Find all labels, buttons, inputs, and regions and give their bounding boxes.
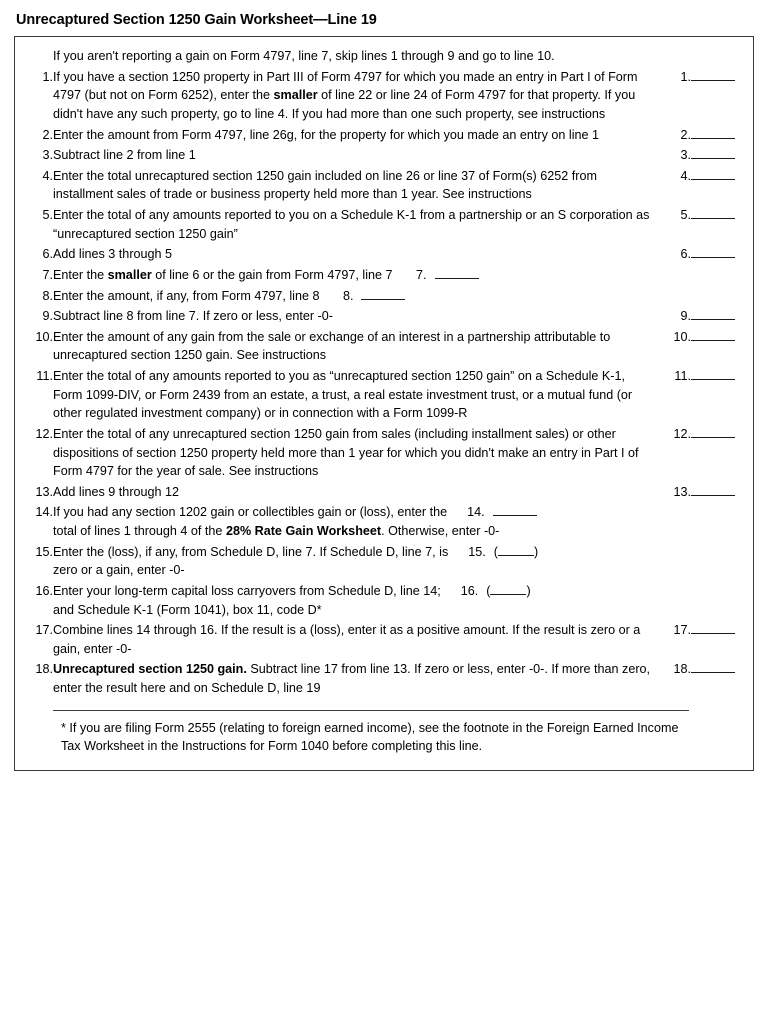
inline-entry-blank-parenthesized[interactable]: ( ) bbox=[493, 544, 539, 559]
page-title: Unrecaptured Section 1250 Gain Worksheet—Line 19 bbox=[16, 12, 377, 28]
body-text: Subtract line 8 from line 7. If zero or less, enter -0- bbox=[53, 309, 333, 324]
worksheet-lines-body bbox=[23, 47, 745, 700]
worksheet-line-row bbox=[23, 425, 745, 483]
line-text bbox=[53, 582, 655, 621]
line-number: 8. bbox=[42, 288, 53, 303]
entry-blank[interactable] bbox=[691, 246, 735, 259]
line-number-right: 2. bbox=[680, 127, 691, 142]
line-entry-cell bbox=[691, 621, 745, 660]
line-text bbox=[53, 167, 655, 206]
worksheet-line-row bbox=[23, 582, 745, 621]
emphasis-text: smaller bbox=[107, 267, 152, 282]
line-entry-cell bbox=[691, 126, 745, 147]
line-number-right: 9. bbox=[680, 309, 691, 324]
worksheet-line-row bbox=[23, 206, 745, 245]
line-number-right bbox=[655, 287, 691, 308]
worksheet-line-row bbox=[23, 146, 745, 167]
body-text: zero or a gain, enter -0- bbox=[53, 563, 185, 578]
line-number-right: 5. bbox=[680, 208, 691, 222]
line-number: 12. bbox=[35, 426, 53, 441]
entry-blank[interactable] bbox=[691, 328, 735, 341]
line-number-right: 13. bbox=[673, 484, 691, 499]
line-text bbox=[53, 266, 655, 287]
line-entry-cell bbox=[691, 245, 745, 266]
line-entry-cell bbox=[691, 328, 745, 367]
worksheet-line-row bbox=[23, 266, 745, 287]
body-text: Enter the amount, if any, from Form 4797, line 8 bbox=[53, 288, 320, 303]
entry-blank[interactable] bbox=[691, 68, 735, 81]
line-entry-cell bbox=[691, 543, 745, 582]
body-text: of line 6 or the gain from Form 4797, line 7 bbox=[151, 267, 393, 282]
worksheet-line-row bbox=[23, 167, 745, 206]
body-text: Subtract line 2 from line 1 bbox=[53, 148, 196, 163]
body-text: Enter the total of any amounts reported to you as “unrecaptured section 1250 gain” on a Schedule K-1, Form 1099-DIV, or Form 2439 from an estate, a trust, a real estate investment trust, or a mutual fund (or other regulated investment company) or in connection with a Form 1099-R bbox=[53, 369, 633, 421]
line-number: 11. bbox=[36, 369, 53, 383]
line-entry-cell bbox=[691, 582, 745, 621]
body-text: If you have a section 1250 property in Part III of Form 4797 for which you made an entry in Part I of Form 4797 (but not on Form 6252), enter the bbox=[53, 69, 638, 103]
line-text bbox=[53, 126, 655, 147]
line-number: 4. bbox=[42, 168, 53, 183]
line-entry-cell bbox=[691, 146, 745, 167]
body-text: Add lines 9 through 12 bbox=[53, 484, 180, 499]
body-text: Enter the total of any unrecaptured section 1250 gain from sales (including installment sales) or other dispositions of section 1250 property held more than 1 year for which you didn't make an entry in Part I of Form 4797 for the year of sale. See instructions bbox=[53, 426, 639, 479]
worksheet-line-row bbox=[23, 503, 745, 542]
line-text bbox=[53, 245, 655, 266]
line-number-right: 17. bbox=[673, 623, 691, 638]
intro-num bbox=[23, 47, 53, 68]
line-number-right: 12. bbox=[673, 426, 691, 441]
line-number: 10. bbox=[35, 329, 53, 344]
line-number: 3. bbox=[42, 148, 53, 163]
inline-entry-15 bbox=[460, 543, 538, 562]
inline-entry-label: 7. bbox=[416, 267, 427, 282]
entry-blank[interactable] bbox=[435, 266, 479, 279]
line-entry-cell bbox=[691, 503, 745, 542]
line-entry-cell bbox=[691, 167, 745, 206]
line-entry-cell bbox=[691, 483, 745, 504]
inline-entry-8 bbox=[327, 287, 405, 306]
line-text bbox=[53, 328, 655, 367]
worksheet-line-row bbox=[23, 660, 745, 699]
line-number: 17. bbox=[35, 623, 53, 638]
worksheet-line-row bbox=[23, 621, 745, 660]
worksheet-line-row bbox=[23, 245, 745, 266]
entry-blank[interactable] bbox=[691, 147, 735, 160]
line-text bbox=[53, 287, 655, 308]
line-number: 5. bbox=[42, 208, 53, 222]
worksheet-line-row bbox=[23, 328, 745, 367]
line-text bbox=[53, 68, 655, 126]
inline-entry-label: 16. bbox=[460, 583, 479, 598]
entry-blank[interactable] bbox=[691, 308, 735, 321]
line-text bbox=[53, 660, 655, 699]
body-text: Enter the amount from Form 4797, line 26g, for the property for which you made an entry on line 1 bbox=[53, 127, 600, 142]
line-number-right: 4. bbox=[680, 168, 691, 183]
line-text bbox=[53, 543, 655, 582]
line-entry-cell bbox=[691, 660, 745, 699]
line-number-right bbox=[655, 266, 691, 287]
entry-blank[interactable] bbox=[691, 425, 735, 438]
line-text bbox=[53, 367, 655, 425]
line-number: 7. bbox=[42, 267, 53, 282]
line-number-right: 1. bbox=[680, 69, 691, 84]
line-number-right bbox=[655, 543, 691, 582]
line-number-right: 10. bbox=[673, 329, 691, 344]
line-number-right: 6. bbox=[680, 247, 691, 262]
entry-blank[interactable] bbox=[490, 582, 526, 595]
body-text: Add lines 3 through 5 bbox=[53, 247, 173, 262]
line-number: 9. bbox=[42, 309, 53, 324]
inline-entry-blank-parenthesized[interactable]: ( ) bbox=[486, 583, 531, 598]
body-text: total of lines 1 through 4 of the bbox=[53, 524, 226, 538]
worksheet-line-row bbox=[23, 68, 745, 126]
footnote-text: * If you are filing Form 2555 (relating to foreign earned income), see the footnote in the Foreign Earned Income Tax Worksheet in the Instructions for Form 1040 before completing this line. bbox=[61, 720, 679, 754]
entry-blank[interactable] bbox=[691, 622, 735, 635]
line-entry-cell bbox=[691, 367, 745, 425]
body-text: Enter the (loss), if any, from Schedule D, line 7. If Schedule D, line 7, is bbox=[53, 544, 452, 559]
line-number: 14. bbox=[35, 505, 53, 520]
line-number: 1. bbox=[42, 69, 53, 84]
body-text: . Otherwise, enter -0- bbox=[381, 524, 500, 538]
line-number: 15. bbox=[35, 544, 53, 559]
inline-entry-label: 14. bbox=[467, 505, 485, 520]
entry-blank[interactable] bbox=[361, 287, 405, 300]
entry-blank[interactable] bbox=[498, 543, 534, 556]
inline-entry-7 bbox=[401, 266, 479, 285]
worksheet-line-row bbox=[23, 543, 745, 582]
footnote-divider bbox=[53, 710, 689, 711]
line-number-right: 18. bbox=[673, 662, 691, 677]
line-text bbox=[53, 146, 655, 167]
worksheet-line-row bbox=[23, 287, 745, 308]
body-text: Subtract line 17 from line 13. If zero or less, enter -0-. If more than zero, enter the result here and on Schedule D, line 19 bbox=[53, 662, 651, 695]
intro-row bbox=[23, 47, 745, 68]
line-number-right: 11. bbox=[674, 369, 691, 383]
line-entry-cell bbox=[691, 266, 745, 287]
entry-blank[interactable] bbox=[691, 367, 735, 380]
body-text: Enter the bbox=[53, 267, 108, 282]
entry-blank[interactable] bbox=[691, 206, 735, 219]
entry-blank[interactable] bbox=[691, 126, 735, 139]
body-text: of line 22 or line 24 of Form 4797 for that property. If you didn't have any such property, go to line 4. If you had more than one such property, see instructions bbox=[53, 88, 636, 121]
line-number-right bbox=[655, 503, 691, 542]
line-entry-cell bbox=[691, 307, 745, 328]
worksheet-line-row bbox=[23, 307, 745, 328]
line-number: 6. bbox=[42, 247, 53, 262]
entry-blank[interactable] bbox=[493, 504, 537, 517]
body-text: If you had any section 1202 gain or collectibles gain or (loss), enter the bbox=[53, 505, 451, 520]
line-entry-cell bbox=[691, 68, 745, 126]
line-number: 2. bbox=[42, 127, 53, 142]
emphasis-text: 28% Rate Gain Worksheet bbox=[225, 524, 382, 538]
emphasis-text: Unrecaptured section 1250 gain. bbox=[53, 662, 247, 677]
body-text: Combine lines 14 through 16. If the result is a (loss), enter it as a positive amount. If the result is zero or a gain, enter -0- bbox=[53, 623, 641, 656]
line-text bbox=[53, 425, 655, 483]
intro-text: If you aren't reporting a gain on Form 4797, line 7, skip lines 1 through 9 and go to line 10. bbox=[53, 49, 555, 63]
body-text: and Schedule K-1 (Form 1041), box 11, code D* bbox=[53, 602, 322, 617]
inline-entry-14 bbox=[459, 503, 537, 522]
inline-entry-label: 8. bbox=[342, 288, 354, 303]
body-text: Enter the total of any amounts reported to you on a Schedule K-1 from a partnership or an S corporation as “unrecaptured section 1250 gain” bbox=[53, 208, 650, 241]
line-entry-cell bbox=[691, 425, 745, 483]
body-text: Enter the total unrecaptured section 1250 gain included on line 26 or line 37 of Form(s) 6252 from installment sales of trade or business property held more than 1 year. See instructions bbox=[53, 168, 597, 202]
inline-entry-16 bbox=[452, 582, 530, 601]
entry-blank[interactable] bbox=[691, 167, 735, 180]
body-text: Enter the amount of any gain from the sale or exchange of an interest in a partnership attributable to unrecaptured section 1250 gain. See instructions bbox=[53, 329, 611, 363]
line-number: 18. bbox=[35, 662, 53, 677]
worksheet-line-row bbox=[23, 367, 745, 425]
entry-blank[interactable] bbox=[691, 661, 735, 674]
line-number-right: 3. bbox=[680, 148, 691, 163]
line-number-right bbox=[655, 582, 691, 621]
worksheet-line-row bbox=[23, 126, 745, 147]
line-entry-cell bbox=[691, 287, 745, 308]
line-number: 16. bbox=[35, 583, 53, 598]
line-text bbox=[53, 307, 655, 328]
intro-right-blank bbox=[691, 47, 745, 68]
line-text bbox=[53, 503, 655, 542]
entry-blank[interactable] bbox=[691, 483, 735, 496]
worksheet-container bbox=[14, 36, 754, 771]
worksheet-line-row bbox=[23, 483, 745, 504]
line-text bbox=[53, 483, 655, 504]
emphasis-text: smaller bbox=[273, 88, 318, 103]
worksheet-lines-table bbox=[23, 47, 745, 700]
intro-right-num bbox=[655, 47, 691, 68]
line-text bbox=[53, 621, 655, 660]
line-number: 13. bbox=[35, 484, 53, 499]
inline-entry-label: 15. bbox=[468, 544, 486, 559]
line-text bbox=[53, 206, 655, 245]
line-entry-cell bbox=[691, 206, 745, 245]
body-text: Enter your long-term capital loss carryovers from Schedule D, line 14; bbox=[53, 583, 445, 598]
